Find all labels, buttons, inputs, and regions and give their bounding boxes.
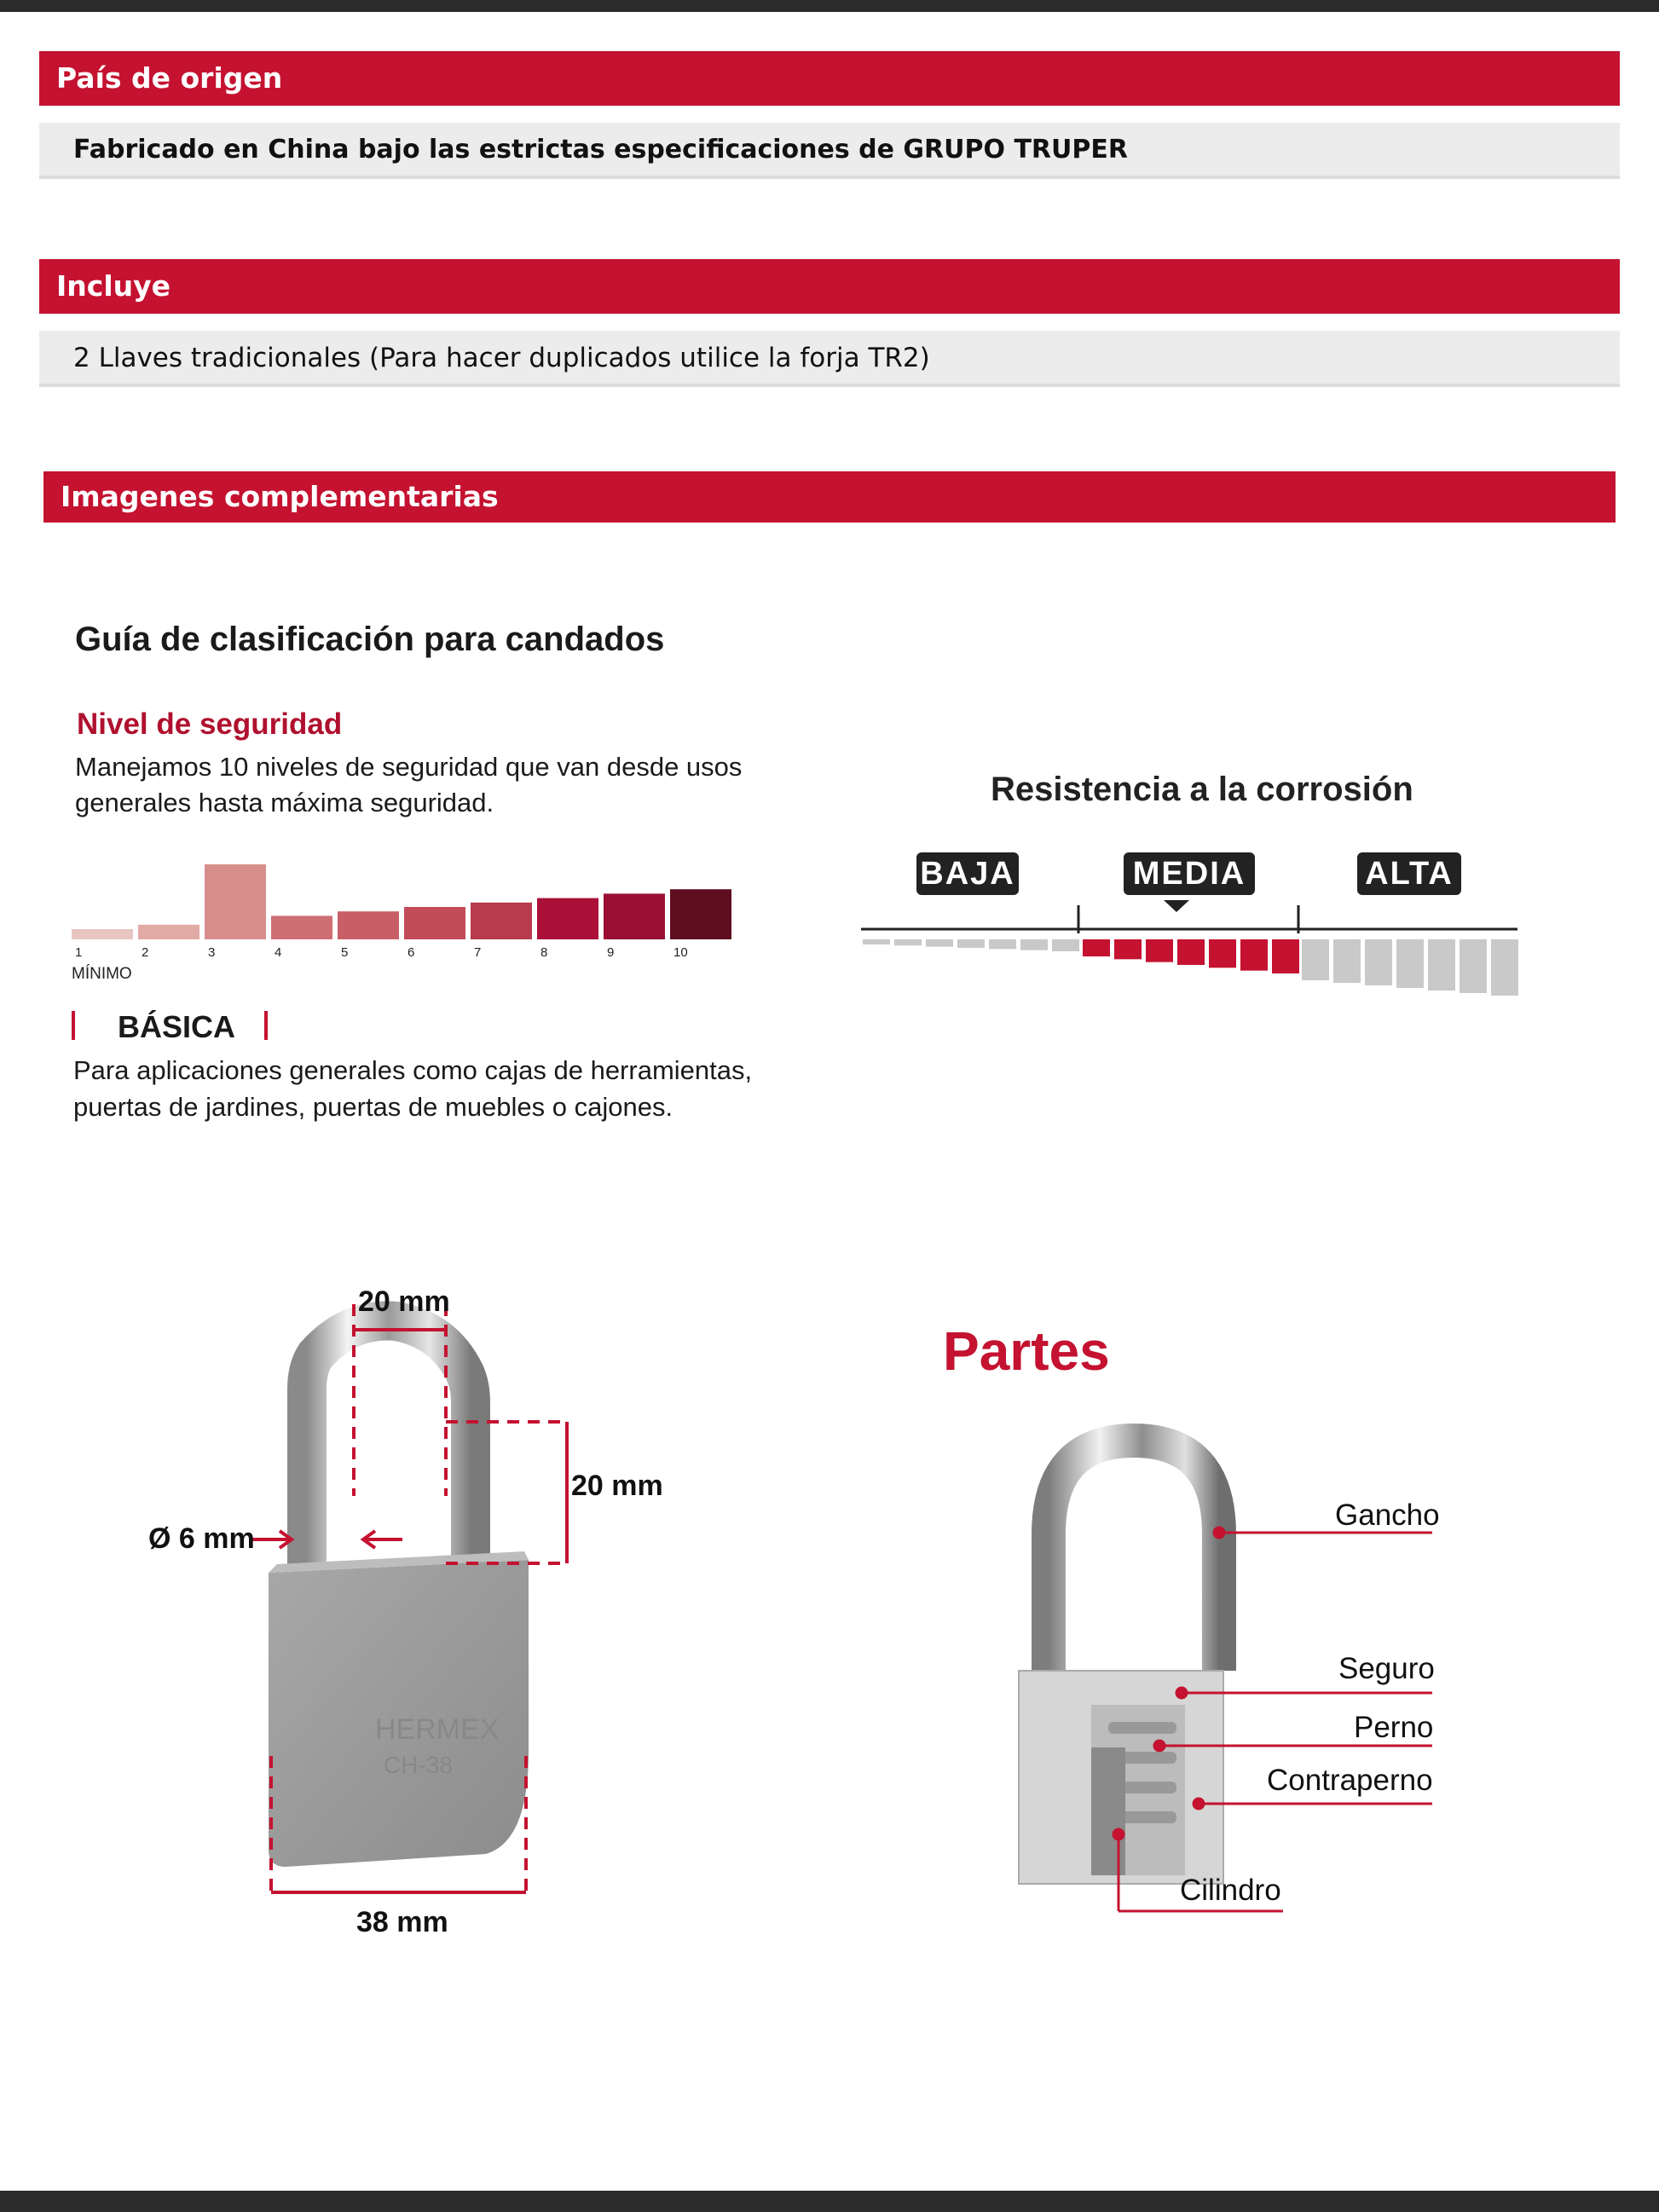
part-label-contraperno: Contraperno <box>1267 1764 1433 1797</box>
corrosion-scale <box>853 887 1526 1006</box>
security-level-label-9: 9 <box>607 945 615 960</box>
security-level-label-4: 4 <box>275 945 282 960</box>
diameter-label: Ø 6 mm <box>148 1522 255 1555</box>
corrosion-segment-medium-5 <box>1209 939 1236 967</box>
shackle-height-label: 20 mm <box>571 1470 663 1502</box>
security-level-bar-10 <box>670 889 731 939</box>
corrosion-segment-low-7 <box>1052 939 1079 951</box>
level-desc-line1: Para aplicaciones generales como cajas de herramientas, <box>73 1055 753 1085</box>
part-label-perno: Perno <box>1354 1711 1434 1744</box>
corrosion-segment-low-5 <box>989 939 1016 949</box>
security-level-label-1: 1 <box>75 945 83 960</box>
level-bracket-left <box>72 1011 75 1040</box>
corrosion-segment-high-2 <box>1333 939 1361 983</box>
security-level-bar-8 <box>537 898 598 939</box>
security-level-bar-3 <box>205 864 266 939</box>
security-level-bar-6 <box>404 907 465 939</box>
level-name: BÁSICA <box>118 1009 236 1044</box>
padlock-model: CH-38 <box>384 1752 453 1778</box>
bottom-bar <box>0 2191 1659 2212</box>
padlock-brand: HERMEX <box>375 1713 500 1746</box>
top-bar <box>0 0 1659 12</box>
corrosion-segment-medium-6 <box>1240 939 1268 971</box>
shackle <box>307 1321 471 1569</box>
level-bracket-right <box>264 1011 268 1040</box>
corrosion-segment-medium-7 <box>1272 939 1299 973</box>
corrosion-segment-medium-1 <box>1083 939 1110 956</box>
corrosion-segment-medium-2 <box>1114 939 1142 959</box>
corrosion-title: Resistencia a la corrosión <box>991 771 1413 808</box>
security-title: Nivel de seguridad <box>77 707 343 741</box>
corrosion-segment-high-7 <box>1491 939 1518 996</box>
origin-header: País de origen <box>39 51 1620 106</box>
corrosion-pointer <box>1164 900 1189 912</box>
corrosion-segment-low-2 <box>894 939 922 945</box>
corrosion-segment-medium-4 <box>1177 939 1205 965</box>
parts-title: Partes <box>943 1320 1110 1382</box>
images-header: Imagenes complementarias <box>43 471 1616 523</box>
includes-text: 2 Llaves tradicionales (Para hacer duplicados utilice la forja TR2) <box>39 331 1620 387</box>
part-label-cilindro: Cilindro <box>1180 1874 1281 1907</box>
security-level-bar-1 <box>72 929 133 939</box>
corrosion-segment-low-3 <box>926 939 953 947</box>
padlock-dimensions-illustration <box>128 1279 708 1961</box>
corrosion-segment-low-1 <box>863 939 890 944</box>
corrosion-segment-low-4 <box>957 939 985 948</box>
corrosion-segment-medium-3 <box>1146 939 1173 962</box>
corrosion-segment-high-6 <box>1460 939 1487 993</box>
origin-text: Fabricado en China bajo las estrictas especificaciones de GRUPO TRUPER <box>39 123 1620 179</box>
corrosion-high-badge: ALTA <box>1357 852 1461 895</box>
security-level-label-7: 7 <box>474 945 482 960</box>
security-min-label: MÍNIMO <box>72 965 132 980</box>
security-desc-line1: Manejamos 10 niveles de seguridad que van desde usos <box>75 752 743 782</box>
security-level-label-8: 8 <box>540 945 548 960</box>
security-level-bar-4 <box>271 915 332 939</box>
security-level-label-5: 5 <box>341 945 349 960</box>
level-desc-line2: puertas de jardines, puertas de muebles o cajones. <box>73 1092 673 1122</box>
corrosion-low-badge: BAJA <box>916 852 1019 895</box>
security-level-bar-2 <box>138 925 199 939</box>
corrosion-segment-high-5 <box>1428 939 1455 990</box>
security-level-chart <box>68 852 733 980</box>
security-level-label-6: 6 <box>408 945 415 960</box>
corrosion-medium-badge: MEDIA <box>1124 852 1255 895</box>
shackle-width-label: 20 mm <box>358 1285 450 1318</box>
corrosion-segment-high-1 <box>1302 939 1329 980</box>
corrosion-segment-low-6 <box>1020 939 1048 950</box>
security-desc-line2: generales hasta máxima seguridad. <box>75 788 494 817</box>
security-level-label-10: 10 <box>673 945 688 960</box>
security-level-bar-7 <box>471 903 532 939</box>
includes-header: Incluye <box>39 259 1620 314</box>
corrosion-segment-high-4 <box>1396 939 1424 988</box>
corrosion-segment-high-3 <box>1365 939 1392 985</box>
guide-title: Guía de clasificación para candados <box>75 621 665 658</box>
security-level-label-3: 3 <box>208 945 216 960</box>
security-level-bar-5 <box>338 911 399 939</box>
body-width-label: 38 mm <box>356 1906 448 1938</box>
part-label-seguro: Seguro <box>1338 1652 1435 1685</box>
part-label-gancho: Gancho <box>1335 1499 1440 1532</box>
security-level-bar-9 <box>604 893 665 939</box>
security-level-label-2: 2 <box>142 945 149 960</box>
